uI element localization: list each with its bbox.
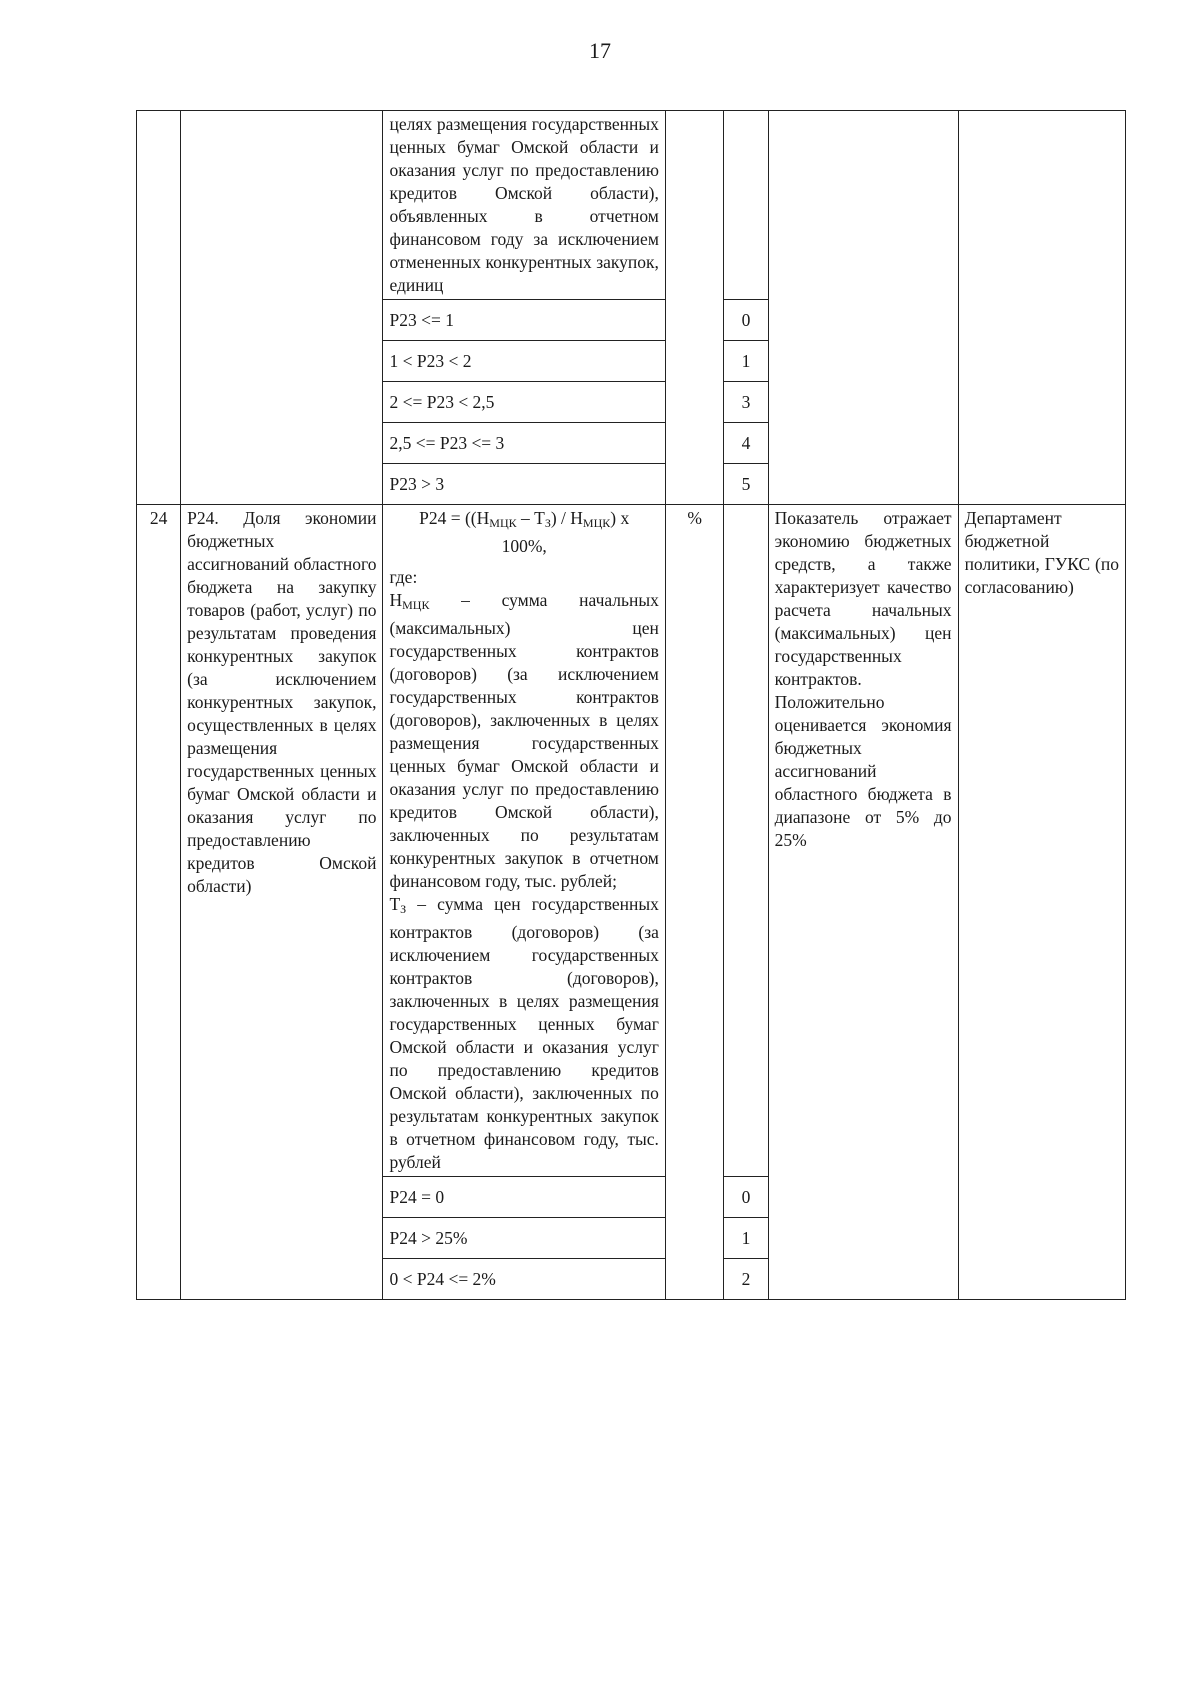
definition-tz: $T_З$ – сумма цен государственных контрактов (договоров) (за исключением государственных контрактов (договоров), заключенных в целях размещения государственных ценных бумаг Омской области и оказания услуг по предоставлению кредитов Омской области), заключенных по результатам конкурентных закупок в отчетном финансовом году, тыс. рублей: [389, 894, 659, 1172]
formula-cell: целях размещения государственных ценных бумаг Омской области и оказания услуг по предоставлению кредитов Омской области), объявленных в отчетном финансовом году за исключением отмененных конкурентных закупок, единиц: [383, 111, 665, 300]
unit-cell: %: [665, 505, 724, 1300]
criterion-condition: P23 <= 1: [383, 300, 665, 341]
row-number-cell: [137, 111, 181, 505]
where-label: где:: [389, 567, 418, 587]
indicator-name-cell: P24. Доля экономии бюджетных ассигнований областного бюджета на закупку товаров (работ, услуг) по результатам проведения конкурентных закупок (за исключением конкурентных закупок, осуществленных в целях размещения государственных ценных бумаг Омской области и оказания услуг по предоставлению кредитов Омской области): [181, 505, 383, 1300]
criterion-score: 5: [724, 464, 768, 505]
criterion-score: 4: [724, 423, 768, 464]
criterion-condition: 2 <= P23 < 2,5: [383, 382, 665, 423]
criterion-condition: 2,5 <= P23 <= 3: [383, 423, 665, 464]
score-cell: [724, 505, 768, 1177]
indicators-table: [136, 110, 1126, 1300]
responsible-cell: [958, 111, 1125, 505]
description-cell: Показатель отражает экономию бюджетных средств, а также характеризует качество расчета начальных (максимальных) цен государственных контрактов. Положительно оценивается экономия бюджетных ассигнований областного бюджета в диапазоне от 5% до 25%: [768, 505, 958, 1300]
formula-line-2: 100%,: [501, 536, 547, 556]
criterion-score: 0: [724, 1177, 768, 1218]
unit-cell: [665, 111, 724, 505]
criterion-score: 1: [724, 341, 768, 382]
formula-line: $P24 = ((H_{МЦК} - T_З) / H_{МЦК})$ x: [419, 508, 630, 530]
formula-cell: [383, 505, 665, 1177]
criterion-condition: P24 > 25%: [383, 1218, 665, 1259]
criterion-score: 3: [724, 382, 768, 423]
score-cell: [724, 111, 768, 300]
row-number-cell: 24: [137, 505, 181, 1300]
criterion-condition: P24 = 0: [383, 1177, 665, 1218]
criterion-score: 2: [724, 1259, 768, 1300]
page-number: 17: [589, 38, 611, 63]
description-cell: [768, 111, 958, 505]
definition-hmck: $H_{МЦК}$ – сумма начальных (максимальных) цен государственных контрактов (договоров) (за исключением государственных контрактов (договоров), заключенных в целях размещения государственных ценных бумаг Омской области и оказания услуг по предоставлению кредитов Омской области), заключенных по результатам конкурентных закупок в отчетном финансовом году, тыс. рублей;: [389, 590, 659, 891]
criterion-score: 0: [724, 300, 768, 341]
table-row: [137, 111, 1126, 300]
criterion-score: 1: [724, 1218, 768, 1259]
table-row: [137, 505, 1126, 1177]
indicator-name-cell: [181, 111, 383, 505]
criterion-condition: 1 < P23 < 2: [383, 341, 665, 382]
responsible-cell: Департамент бюджетной политики, ГУКС (по согласованию): [958, 505, 1125, 1300]
criterion-condition: P23 > 3: [383, 464, 665, 505]
criterion-condition: 0 < P24 <= 2%: [383, 1259, 665, 1300]
